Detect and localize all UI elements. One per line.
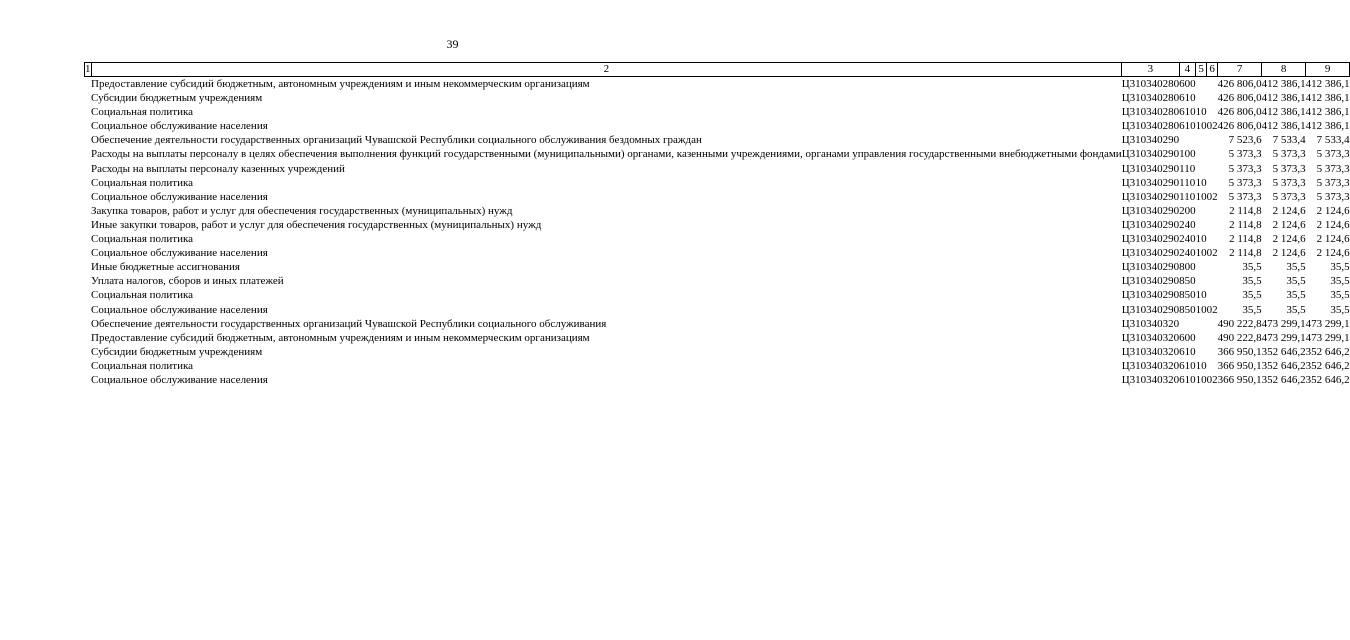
- target-article-cell: Ц310340290: [1121, 176, 1180, 189]
- amount-col7-cell: 35,5: [1242, 303, 1262, 316]
- target-article-cell: Ц310340290: [1121, 148, 1180, 161]
- amount-col8-cell: 2 124,6: [1272, 218, 1306, 231]
- expense-type-cell: 110: [1179, 176, 1196, 189]
- expense-name-cell: Иные бюджетные ассигнования: [91, 261, 240, 274]
- expense-type-cell: 240: [1179, 218, 1196, 231]
- table-row: [85, 162, 1350, 176]
- amount-col9-cell: 35,5: [1330, 275, 1350, 288]
- expense-name-cell: Уплата налогов, сборов и иных платежей: [91, 275, 284, 288]
- expense-type-cell: 200: [1179, 204, 1196, 217]
- expense-name-cell: Социальное обслуживание населения: [91, 190, 268, 203]
- amount-col9-cell: 2 124,6: [1316, 218, 1350, 231]
- expense-name-cell: Социальное обслуживание населения: [91, 303, 268, 316]
- section-cell: [1196, 274, 1207, 288]
- column-header-2: 2: [91, 63, 1122, 77]
- amount-col9-cell: 35,5: [1330, 289, 1350, 302]
- amount-col8-cell: 352 646,2: [1261, 373, 1306, 386]
- amount-col9-cell: 5 373,3: [1316, 148, 1350, 161]
- table-row: [85, 317, 1350, 331]
- section-cell: [1196, 331, 1207, 345]
- expense-name-cell: Предоставление субсидий бюджетным, автономным учреждениям и иным некоммерческим организациям: [91, 331, 590, 344]
- section-cell: [1196, 147, 1207, 161]
- expense-type-cell: 610: [1179, 106, 1196, 119]
- expense-name-cell: Расходы на выплаты персоналу казенных учреждений: [91, 162, 345, 175]
- amount-col8-cell: 2 124,6: [1272, 247, 1306, 260]
- subsection-cell: [1207, 274, 1218, 288]
- column-header-9: 9: [1306, 63, 1350, 77]
- expense-name-cell: Социальное обслуживание населения: [91, 120, 268, 133]
- section-cell: 10: [1195, 190, 1207, 203]
- table-row: [85, 331, 1350, 345]
- expense-type-cell: 610: [1179, 92, 1196, 105]
- section-cell: 10: [1195, 176, 1207, 189]
- column-header-1: 1: [85, 63, 91, 75]
- amount-col8-cell: 412 386,1: [1261, 106, 1306, 119]
- expense-name-cell: Иные закупки товаров, работ и услуг для обеспечения государственных (муниципальных) нужд: [91, 218, 542, 231]
- subsection-cell: [1207, 359, 1218, 373]
- subsection-cell: [1207, 133, 1218, 147]
- amount-col9-cell: 2 124,6: [1316, 233, 1350, 246]
- target-article-cell: Ц310340290: [1121, 261, 1180, 274]
- amount-col8-cell: 7 533,4: [1272, 134, 1306, 147]
- target-article-cell: Ц310340320: [1121, 331, 1180, 344]
- table-row: [85, 77, 1350, 92]
- amount-col7-cell: 426 806,0: [1217, 92, 1262, 105]
- amount-col9-cell: 5 373,3: [1316, 162, 1350, 175]
- expense-type-cell: [1179, 133, 1196, 147]
- column-header-4: 4: [1179, 63, 1196, 77]
- table-row: [85, 105, 1350, 119]
- table-row: [85, 303, 1350, 317]
- section-cell: 10: [1195, 233, 1207, 246]
- table-row: [85, 91, 1350, 105]
- amount-col9-cell: 2 124,6: [1316, 247, 1350, 260]
- table-row: [85, 359, 1350, 373]
- table-row: [85, 218, 1350, 232]
- column-header-8: 8: [1262, 63, 1306, 77]
- table-row: [85, 246, 1350, 260]
- target-article-cell: Ц310340290: [1121, 162, 1180, 175]
- table-row: [85, 345, 1350, 359]
- target-article-cell: Ц310340280: [1121, 120, 1180, 133]
- expense-type-cell: 110: [1179, 190, 1196, 203]
- amount-col7-cell: 366 950,1: [1217, 345, 1262, 358]
- subsection-cell: [1207, 77, 1218, 92]
- expense-name-cell: Социальная политика: [91, 233, 194, 246]
- amount-col7-cell: 426 806,0: [1217, 106, 1262, 119]
- expense-name-cell: Обеспечение деятельности государственных организаций Чувашской Республики социального обслуживания бездомных граждан: [91, 134, 702, 147]
- amount-col8-cell: 2 124,6: [1272, 233, 1306, 246]
- amount-col8-cell: 5 373,3: [1272, 162, 1306, 175]
- column-header-7: 7: [1218, 63, 1262, 77]
- target-article-cell: Ц310340290: [1121, 190, 1180, 203]
- section-cell: [1196, 260, 1207, 274]
- target-article-cell: Ц310340290: [1121, 218, 1180, 231]
- expense-type-cell: 600: [1179, 78, 1196, 90]
- expense-type-cell: 610: [1179, 120, 1196, 133]
- expense-type-cell: 240: [1179, 247, 1196, 260]
- amount-col7-cell: 426 806,0: [1217, 78, 1262, 90]
- subsection-cell: [1207, 162, 1218, 176]
- table-row: [85, 274, 1350, 288]
- amount-col7-cell: 2 114,8: [1229, 247, 1262, 260]
- amount-col9-cell: 2 124,6: [1316, 204, 1350, 217]
- amount-col9-cell: 35,5: [1330, 303, 1350, 316]
- amount-col7-cell: 490 222,8: [1217, 331, 1262, 344]
- amount-col9-cell: 473 299,1: [1305, 331, 1350, 344]
- table-row: [85, 176, 1350, 190]
- section-cell: 10: [1195, 359, 1207, 372]
- expense-type-cell: 240: [1179, 233, 1196, 246]
- amount-col8-cell: 35,5: [1286, 261, 1306, 274]
- subsection-cell: [1207, 331, 1218, 345]
- target-article-cell: Ц310340320: [1121, 373, 1180, 386]
- expense-name-cell: Социальная политика: [91, 106, 194, 119]
- section-cell: 10: [1195, 120, 1207, 133]
- table-row: [85, 288, 1350, 302]
- table-row: [85, 190, 1350, 204]
- amount-col9-cell: 352 646,2: [1305, 373, 1350, 386]
- column-header-6: 6: [1207, 63, 1218, 77]
- table-row: [85, 119, 1350, 133]
- target-article-cell: Ц310340290: [1121, 233, 1180, 246]
- subsection-cell: [1207, 176, 1218, 190]
- amount-col8-cell: 5 373,3: [1272, 176, 1306, 189]
- section-cell: [1196, 204, 1207, 218]
- amount-col7-cell: 426 806,0: [1217, 120, 1262, 133]
- subsection-cell: [1207, 91, 1218, 105]
- expense-type-cell: 800: [1179, 261, 1196, 274]
- section-cell: 10: [1195, 303, 1207, 316]
- amount-col7-cell: 2 114,8: [1229, 204, 1262, 217]
- subsection-cell: [1207, 260, 1218, 274]
- amount-col7-cell: 2 114,8: [1229, 218, 1262, 231]
- amount-col7-cell: 7 523,6: [1228, 134, 1262, 147]
- expense-type-cell: 600: [1179, 331, 1196, 344]
- subsection-cell: [1207, 288, 1218, 302]
- amount-col9-cell: 473 299,1: [1305, 317, 1350, 330]
- expense-type-cell: 610: [1179, 345, 1196, 358]
- amount-col8-cell: 2 124,6: [1272, 204, 1306, 217]
- table-row: [85, 147, 1350, 161]
- amount-col7-cell: 5 373,3: [1228, 176, 1262, 189]
- amount-col7-cell: 490 222,8: [1217, 317, 1262, 330]
- section-cell: [1196, 77, 1207, 92]
- amount-col7-cell: 5 373,3: [1228, 162, 1262, 175]
- section-cell: 10: [1195, 106, 1207, 119]
- subsection-cell: [1207, 218, 1218, 232]
- expense-type-cell: [1179, 317, 1196, 331]
- amount-col8-cell: 5 373,3: [1272, 190, 1306, 203]
- target-article-cell: Ц310340290: [1121, 289, 1180, 302]
- amount-col8-cell: 412 386,1: [1261, 78, 1306, 90]
- target-article-cell: Ц310340290: [1121, 134, 1180, 147]
- amount-col9-cell: 35,5: [1330, 261, 1350, 274]
- amount-col9-cell: 412 386,1: [1305, 92, 1350, 105]
- table-row: [85, 232, 1350, 246]
- subsection-cell: 02: [1206, 120, 1218, 133]
- target-article-cell: Ц310340290: [1121, 204, 1180, 217]
- section-cell: [1196, 218, 1207, 232]
- subsection-cell: [1207, 232, 1218, 246]
- table-row: [85, 373, 1350, 387]
- table-row: [85, 133, 1350, 147]
- expense-name-cell: Субсидии бюджетным учреждениям: [91, 92, 263, 105]
- target-article-cell: Ц310340320: [1121, 359, 1180, 372]
- subsection-cell: [1207, 105, 1218, 119]
- amount-col8-cell: 352 646,2: [1261, 359, 1306, 372]
- subsection-cell: 02: [1206, 247, 1218, 260]
- section-cell: 10: [1195, 373, 1207, 386]
- subsection-cell: [1207, 147, 1218, 161]
- table-row: [85, 260, 1350, 274]
- amount-col8-cell: 35,5: [1286, 289, 1306, 302]
- column-header-3: 3: [1122, 63, 1179, 77]
- target-article-cell: Ц310340290: [1121, 275, 1180, 288]
- amount-col7-cell: 35,5: [1242, 275, 1262, 288]
- section-cell: [1196, 133, 1207, 147]
- amount-col8-cell: 412 386,1: [1261, 92, 1306, 105]
- subsection-cell: [1207, 204, 1218, 218]
- amount-col8-cell: 35,5: [1286, 275, 1306, 288]
- expense-type-cell: 850: [1179, 289, 1196, 302]
- section-cell: 10: [1195, 247, 1207, 260]
- amount-col7-cell: 5 373,3: [1228, 148, 1262, 161]
- expense-name-cell: Расходы на выплаты персоналу в целях обеспечения выполнения функций государственными (муниципальными) органами, казенными учреждениями, органами управления государственными внебюджетными фондами: [91, 148, 1122, 161]
- amount-col8-cell: 352 646,2: [1261, 345, 1306, 358]
- expense-name-cell: Предоставление субсидий бюджетным, автономным учреждениям и иным некоммерческим организациям: [91, 78, 590, 90]
- amount-col7-cell: 2 114,8: [1229, 233, 1262, 246]
- subsection-cell: 02: [1206, 373, 1218, 386]
- expense-type-cell: 610: [1179, 359, 1196, 372]
- amount-col8-cell: 412 386,1: [1261, 120, 1306, 133]
- amount-col9-cell: 412 386,1: [1305, 120, 1350, 133]
- expense-type-cell: 610: [1179, 373, 1196, 386]
- expense-type-cell: 100: [1179, 148, 1196, 161]
- amount-col9-cell: 352 646,2: [1305, 359, 1350, 372]
- target-article-cell: Ц310340280: [1121, 106, 1180, 119]
- section-cell: 10: [1195, 289, 1207, 302]
- budget-table: [84, 62, 1350, 387]
- target-article-cell: Ц310340280: [1121, 78, 1180, 90]
- section-cell: [1196, 345, 1207, 359]
- table-header-row: [85, 63, 1350, 77]
- amount-col7-cell: 35,5: [1242, 261, 1262, 274]
- target-article-cell: Ц310340280: [1121, 92, 1180, 105]
- amount-col8-cell: 473 299,1: [1261, 317, 1306, 330]
- section-cell: [1196, 91, 1207, 105]
- expense-type-cell: 110: [1179, 162, 1196, 175]
- target-article-cell: Ц310340290: [1121, 303, 1180, 316]
- expense-name-cell: Социальное обслуживание населения: [91, 247, 268, 260]
- amount-col9-cell: 5 373,3: [1316, 190, 1350, 203]
- amount-col9-cell: 7 533,4: [1316, 134, 1350, 147]
- amount-col9-cell: 412 386,1: [1305, 78, 1350, 90]
- amount-col7-cell: 5 373,3: [1228, 190, 1262, 203]
- target-article-cell: Ц310340320: [1121, 345, 1180, 358]
- table-body: [85, 77, 1350, 388]
- expense-name-cell: Социальная политика: [91, 359, 194, 372]
- expense-name-cell: Социальное обслуживание населения: [91, 373, 268, 386]
- table-row: [85, 204, 1350, 218]
- expense-name-cell: Обеспечение деятельности государственных организаций Чувашской Республики социального обслуживания: [91, 317, 607, 330]
- target-article-cell: Ц310340290: [1121, 247, 1180, 260]
- amount-col7-cell: 366 950,1: [1217, 373, 1262, 386]
- subsection-cell: [1207, 317, 1218, 331]
- section-cell: [1196, 317, 1207, 331]
- expense-type-cell: 850: [1179, 303, 1196, 316]
- expense-type-cell: 850: [1179, 275, 1196, 288]
- amount-col7-cell: 366 950,1: [1217, 359, 1262, 372]
- amount-col7-cell: 35,5: [1242, 289, 1262, 302]
- amount-col8-cell: 35,5: [1286, 303, 1306, 316]
- amount-col8-cell: 473 299,1: [1261, 331, 1306, 344]
- expense-name-cell: Социальная политика: [91, 176, 194, 189]
- amount-col9-cell: 5 373,3: [1316, 176, 1350, 189]
- expense-name-cell: Субсидии бюджетным учреждениям: [91, 345, 263, 358]
- page-number: 39: [446, 37, 459, 51]
- section-cell: [1196, 162, 1207, 176]
- expense-name-cell: Социальная политика: [91, 289, 194, 302]
- column-header-5: 5: [1196, 63, 1207, 77]
- subsection-cell: [1207, 345, 1218, 359]
- expense-name-cell: Закупка товаров, работ и услуг для обеспечения государственных (муниципальных) нужд: [91, 204, 513, 217]
- amount-col9-cell: 412 386,1: [1305, 106, 1350, 119]
- amount-col8-cell: 5 373,3: [1272, 148, 1306, 161]
- subsection-cell: 02: [1206, 190, 1218, 203]
- target-article-cell: Ц310340320: [1121, 317, 1180, 330]
- amount-col9-cell: 352 646,2: [1305, 345, 1350, 358]
- subsection-cell: 02: [1206, 303, 1218, 316]
